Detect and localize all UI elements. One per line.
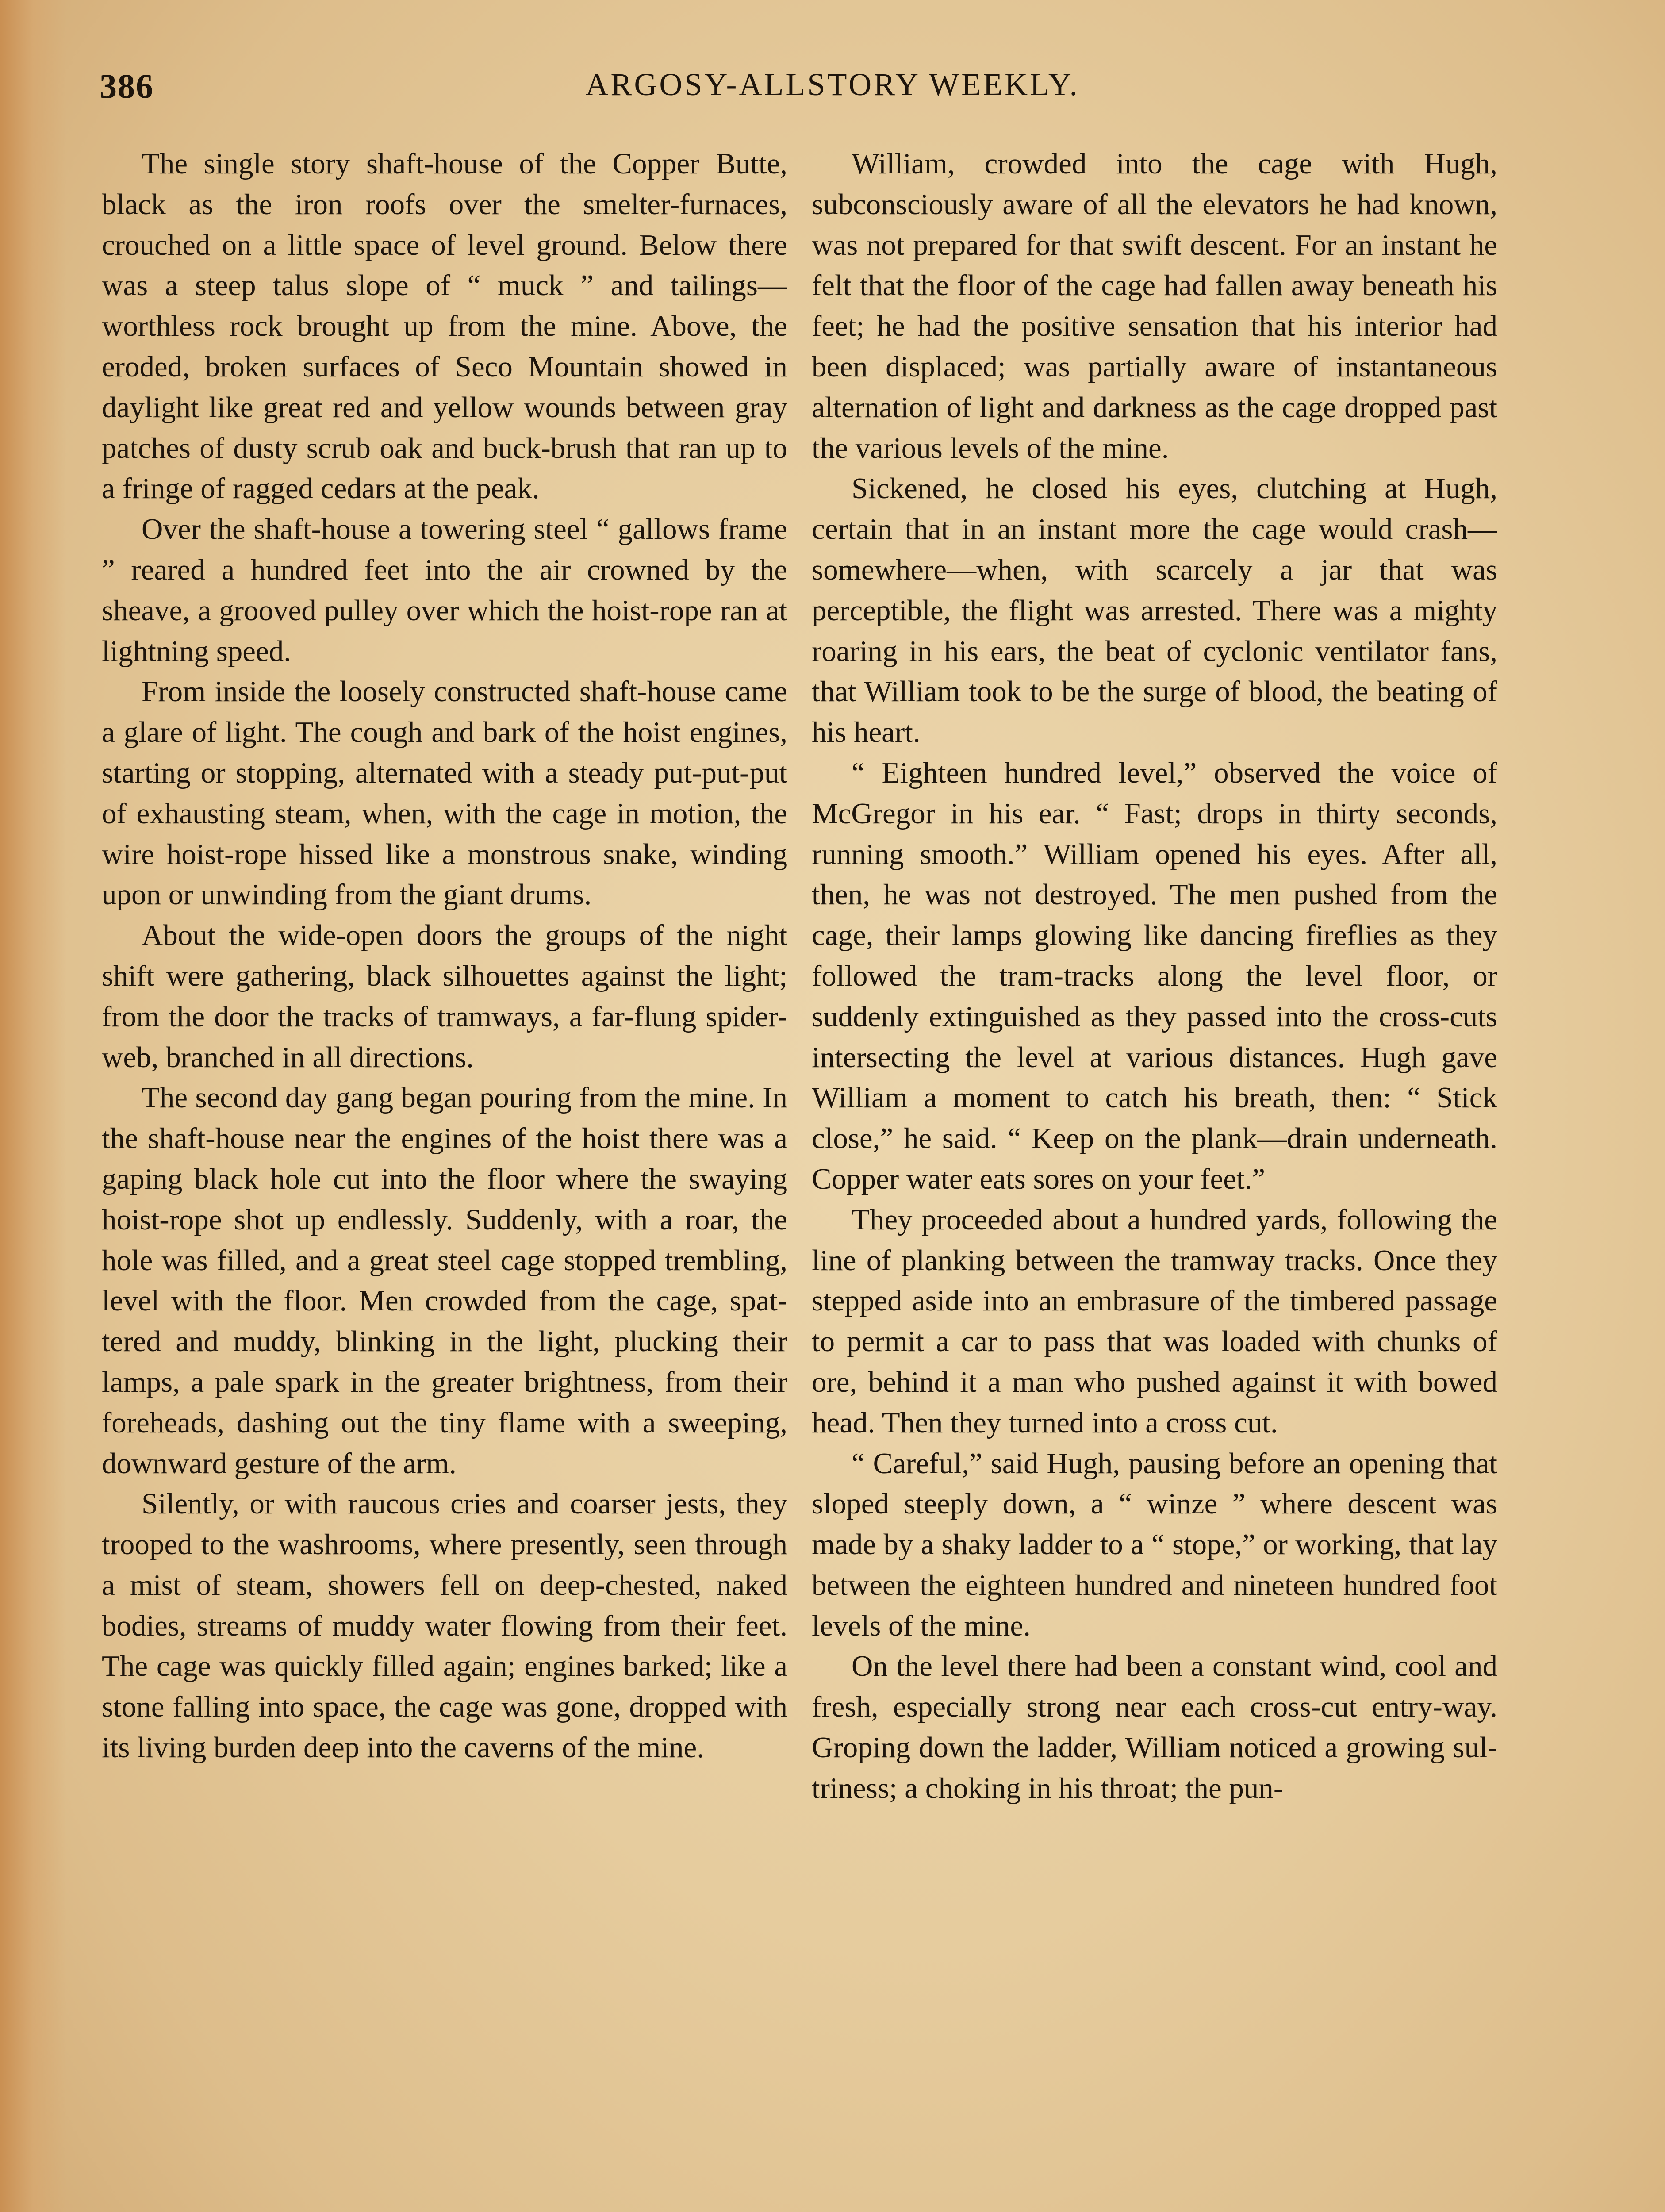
page-edge-shadow-left [0,0,66,2212]
paragraph: William, crowded into the cage with Hugh, subconsciously aware of all the elevators he had known, was not prepared for that swift descent. For an instant he felt that the floor of the cage had fallen away beneath his feet; he had the positive sensation that his interior had been displaced; was partially aware of instantaneous alternation of light and darkness as the cage dropped past the various levels of the mine. [812,147,1497,465]
paragraph: They proceeded about a hundred yards, following the line of planking between the tramway tracks. Once they stepped aside into an embrasure of the timbered passage to permit a car to pass that was loaded with chunks of ore, behind it a man who pushed against it with bowed head. Then they turned into a cross cut. [812,1203,1497,1439]
paragraph: “ Careful,” said Hugh, pausing before an opening that sloped steeply down, a “ winze ” where descent was made by a shaky ladder to a “ stope,” or working, that lay between the eighteen hundred and nineteen hundred foot levels of the mine. [812,1447,1497,1642]
paragraph: Sickened, he closed his eyes, clutching at Hugh, certain that in an instant more the cage would crash—somewhere—when, with scarcely a jar that was perceptible, the flight was arrested. There was a mighty roaring in his ears, the beat of cyclonic ventilator fans, that William took to be the surge of blood, the beating of his heart. [812,472,1497,749]
running-head-title: ARGOSY-ALLSTORY WEEKLY. [585,67,1080,102]
paragraph: The single story shaft-house of the Copper Butte, black as the iron roofs over the smelter-furnaces, crouched on a little space of level ground. Below there was a steep talus slope of “ muck ” and tailings—worthless rock brought up from the mine. Above, the eroded, broken surfaces of Seco Mountain showed in daylight like great red and yellow wounds between gray patches of dusty scrub oak and buck-brush that ran up to a fringe of ragged cedars at the peak. [102,147,787,505]
paragraph: From inside the loosely constructed shaft-house came a glare of light. The cough and bark of the hoist engines, starting or stopping, alternated with a steady put-put-put of exhausting steam, when, with the cage in motion, the wire hoist-rope hissed like a monstrous snake, winding upon or unwinding from the giant drums. [102,675,787,911]
page-header [0,66,1665,115]
paragraph: Over the shaft-house a towering steel “ gallows frame ” reared a hundred feet into the air crowned by the sheave, a grooved pulley over which the hoist-rope ran at lightning speed. [102,513,787,668]
paragraph: About the wide-open doors the groups of the night shift were gathering, black silhouettes against the light; from the door the tracks of tramways, a far-flung spider-web, branched in all directions. [102,919,787,1074]
left-column [102,144,787,2212]
paragraph: Silently, or with raucous cries and coarser jests, they trooped to the washrooms, where presently, seen through a mist of steam, showers fell on deep-chested, naked bodies, streams of muddy water flowing from their feet. The cage was quickly filled again; engines barked; like a stone falling into space, the cage was gone, dropped with its living burden deep into the caverns of the mine. [102,1487,787,1764]
page-number: 386 [100,67,154,105]
paragraph: The second day gang began pouring from the mine. In the shaft-house near the engines of the hoist there was a gaping black hole cut into the floor where the swaying hoist-rope shot up endlessly. Suddenly, with a roar, the hole was filled, and a great steel cage stopped trembling, level with the floor. Men crowded from the cage, spattered and muddy, blinking in the light, plucking their lamps, a pale spark in the greater brightness, from their foreheads, dashing out the tiny flame with a sweeping, downward gesture of the arm. [102,1081,787,1480]
paragraph: On the level there had been a constant wind, cool and fresh, especially strong near each cross-cut entry-way. Groping down the ladder, William noticed a growing sultriness; a choking in his throat; the pun- [812,1650,1497,1805]
paragraph: “ Eighteen hundred level,” observed the voice of McGregor in his ear. “ Fast; drops in thirty seconds, running smooth.” William opened his eyes. After all, then, he was not destroyed. The men pushed from the cage, their lamps glowing like dancing fireflies as they followed the tram-tracks along the level floor, or suddenly extinguished as they passed into the cross-cuts intersecting the level at various distances. Hugh gave William a moment to catch his breath, then: “ Stick close,” he said. “ Keep on the plank—drain underneath. Copper water eats sores on your feet.” [812,756,1497,1195]
right-column [812,144,1497,2212]
